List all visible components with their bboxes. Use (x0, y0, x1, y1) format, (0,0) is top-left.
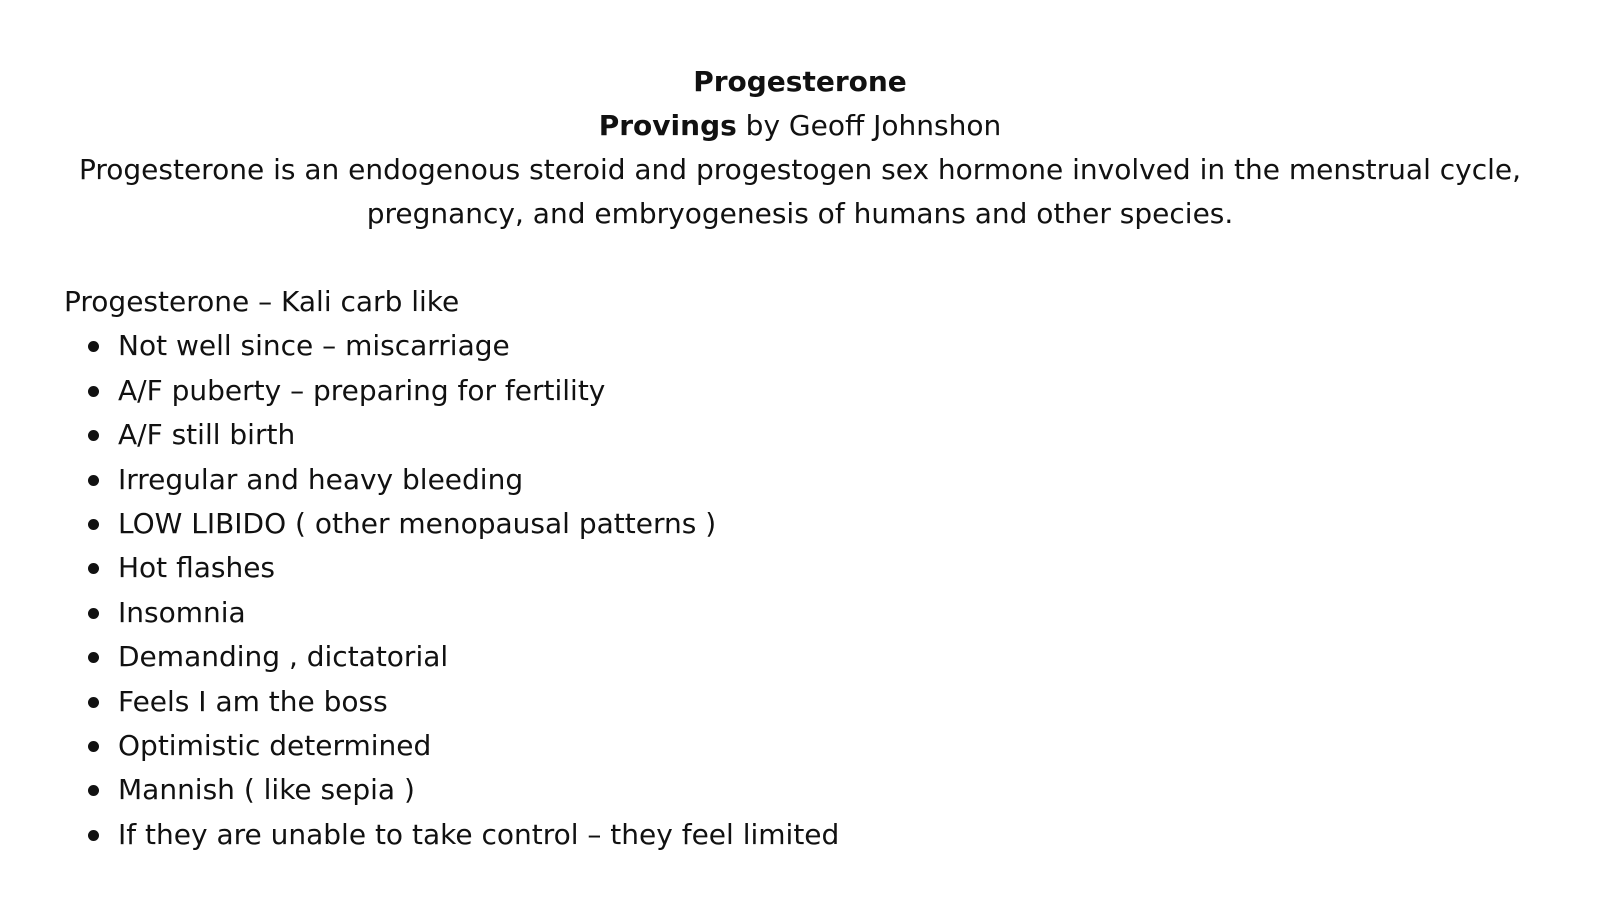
list-item (64, 502, 839, 546)
list-item-text: Optimistic determined (118, 729, 432, 763)
list-item (64, 768, 839, 812)
section-heading: Progesterone – Kali carb like (64, 285, 460, 318)
list-item-text: Mannish ( like sepia ) (118, 773, 415, 807)
list-item (64, 680, 839, 724)
bullet-icon (88, 608, 99, 619)
list-item-text: LOW LIBIDO ( other menopausal patterns ) (118, 507, 717, 541)
list-item (64, 458, 839, 502)
bullet-icon (88, 563, 99, 574)
list-item-text: Feels I am the boss (118, 684, 388, 718)
bullet-icon (88, 341, 99, 352)
bullet-icon (88, 519, 99, 530)
bullet-icon (88, 830, 99, 841)
list-item (64, 369, 839, 413)
list-item (64, 635, 839, 679)
list-item (64, 724, 839, 768)
list-item (64, 413, 839, 457)
subtitle-author: by Geoff Johnshon (736, 109, 1002, 142)
list-item-text: Irregular and heavy bleeding (118, 462, 524, 496)
list-item (64, 324, 839, 368)
list-item-text: Not well since – miscarriage (118, 329, 510, 363)
symptom-section (64, 280, 839, 857)
list-item-text: A/F still birth (118, 418, 296, 452)
list-item (64, 813, 839, 857)
intro-paragraph: Progesterone is an endogenous steroid and progestogen sex hormone involved in the menstrual cycle, pregnancy, and embryogenesis of humans and other species. (78, 153, 1522, 230)
bullet-icon (88, 652, 99, 663)
subtitle (40, 104, 1560, 148)
bullet-icon (88, 697, 99, 708)
bullet-icon (88, 785, 99, 796)
list-item-text: Demanding , dictatorial (118, 640, 449, 674)
bullet-icon (88, 386, 99, 397)
bullet-icon (88, 430, 99, 441)
list-item (64, 591, 839, 635)
page-title: Progesterone (693, 65, 907, 98)
header (40, 60, 1560, 236)
symptom-list (64, 324, 839, 857)
list-item-text: If they are unable to take control – they feel limited (118, 817, 840, 851)
list-item (64, 546, 839, 590)
list-item-text: Hot flashes (118, 551, 276, 585)
bullet-icon (88, 741, 99, 752)
subtitle-bold: Provings (598, 109, 737, 142)
list-item-text: Insomnia (118, 595, 246, 629)
list-item-text: A/F puberty – preparing for fertility (118, 373, 606, 407)
bullet-icon (88, 475, 99, 486)
